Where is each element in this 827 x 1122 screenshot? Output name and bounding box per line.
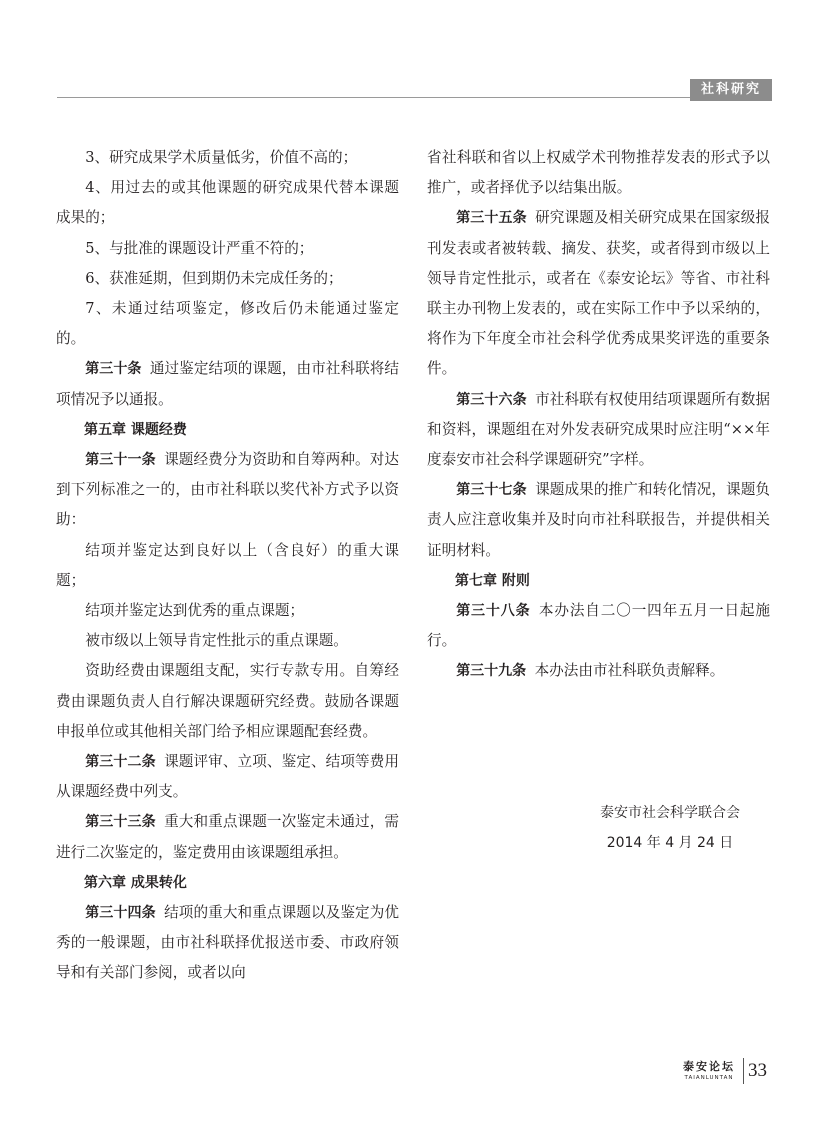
journal-logo-cn: 泰安论坛 (683, 1060, 735, 1073)
paragraph-text: 3、研究成果学术质量低劣，价值不高的； (85, 149, 358, 166)
footer-divider (743, 1058, 744, 1084)
left-column (56, 143, 399, 989)
signature-organization: 泰安市社会科学联合会 (600, 805, 740, 821)
paragraph (56, 445, 399, 536)
paragraph (56, 264, 399, 294)
paragraph (56, 656, 399, 747)
article-number: 第三十五条 (456, 210, 527, 227)
paragraph-text: 研究课题及相关研究成果在国家级报刊发表或者被转载、摘发、获奖，或者得到市级以上领导肯定性批示，或者在《泰安论坛》等省、市社科联主办刊物上发表的，或在实际工作中予以采纳的，将作为下年度全市社会科学优秀成果奖评选的重要条件。 (427, 209, 770, 378)
header-rule (57, 97, 697, 98)
paragraph-text: 资助经费由课题组支配，实行专款专用。自筹经费由课题负责人自行解决课题研究经费。鼓励各课题申报单位或其他相关部门给予相应课题配套经费。 (56, 662, 399, 740)
paragraph (56, 354, 399, 414)
paragraph (427, 475, 770, 566)
paragraph-text: 4、用过去的或其他课题的研究成果代替本课题成果的； (56, 179, 399, 227)
paragraph-text: 省社科联和省以上权威学术刊物推荐发表的形式予以推广，或者择优予以结集出版。 (427, 149, 770, 197)
article-number: 第三十七条 (456, 482, 527, 499)
article-number: 第三十六条 (456, 391, 527, 408)
paragraph (427, 385, 770, 476)
paragraph (56, 173, 399, 233)
paragraph-text: 本办法自二〇一四年五月一日起施行。 (427, 602, 770, 650)
chapter-heading: 第七章 附则 (455, 572, 530, 589)
paragraph (56, 807, 399, 867)
paragraph-text: 重大和重点课题一次鉴定未通过，需进行二次鉴定的，鉴定费用由该课题组承担。 (56, 813, 399, 861)
paragraph (56, 294, 399, 354)
chapter-heading: 第五章 课题经费 (84, 421, 187, 438)
article-number: 第三十四条 (85, 905, 156, 922)
paragraph (56, 596, 399, 626)
journal-logo-en: TAIANLUNTAN (684, 1075, 734, 1081)
article-number: 第三十九条 (456, 663, 527, 680)
paragraph (56, 747, 399, 807)
paragraph-text: 结项并鉴定达到良好以上（含良好）的重大课题； (56, 541, 399, 589)
paragraph-text: 课题成果的推广和转化情况，课题负责人应注意收集并及时向市社科联报告，并提供相关证明材料。 (427, 481, 770, 559)
paragraph-text: 5、与批准的课题设计严重不符的； (85, 239, 314, 257)
journal-logo (678, 1060, 740, 1082)
paragraph-text: 本办法由市社科联负责解释。 (534, 662, 725, 680)
section-tag: 社科研究 (690, 79, 772, 101)
paragraph (427, 656, 770, 686)
paragraph-text: 结项并鉴定达到优秀的重点课题； (85, 602, 305, 620)
paragraph (56, 234, 399, 264)
paragraph-text: 被市级以上领导肯定性批示的重点课题。 (85, 632, 348, 650)
paragraph-text: 课题评审、立项、鉴定、结项等费用从课题经费中列支。 (56, 753, 399, 801)
page-number: 33 (748, 1060, 767, 1081)
paragraph-text: 结项的重大和重点课题以及鉴定为优秀的一般课题，由市社科联择优报送市委、市政府领导和有关部门参阅，或者以向 (56, 904, 399, 982)
paragraph (427, 596, 770, 656)
paragraph-text: 市社科联有权使用结项课题所有数据和资料，课题组在对外发表研究成果时应注明“××年度泰安市社会科学课题研究”字样。 (427, 390, 770, 469)
article-number: 第三十一条 (85, 452, 156, 469)
paragraph (56, 143, 399, 173)
paragraph-text: 通过鉴定结项的课题，由市社科联将结项情况予以通报。 (56, 360, 399, 408)
paragraph (427, 203, 770, 384)
paragraph-text: 课题经费分为资助和自筹两种。对达到下列标准之一的，由市社科联以奖代补方式予以资助： (56, 451, 399, 529)
article-number: 第三十三条 (85, 814, 156, 831)
chapter-heading: 第六章 成果转化 (84, 874, 187, 891)
paragraph (56, 898, 399, 989)
article-number: 第三十八条 (456, 603, 531, 620)
paragraph-text: 7、未通过结项鉴定，修改后仍未能通过鉴定的。 (56, 300, 399, 348)
article-number: 第三十二条 (85, 754, 156, 771)
paragraph (427, 143, 770, 203)
paragraph (56, 536, 399, 596)
right-column (427, 143, 770, 687)
paragraph-text: 6、获准延期，但到期仍未完成任务的； (85, 269, 343, 287)
article-number: 第三十条 (85, 361, 142, 378)
signature-date: 2014 年 4 月 24 日 (606, 835, 734, 851)
paragraph (56, 626, 399, 656)
